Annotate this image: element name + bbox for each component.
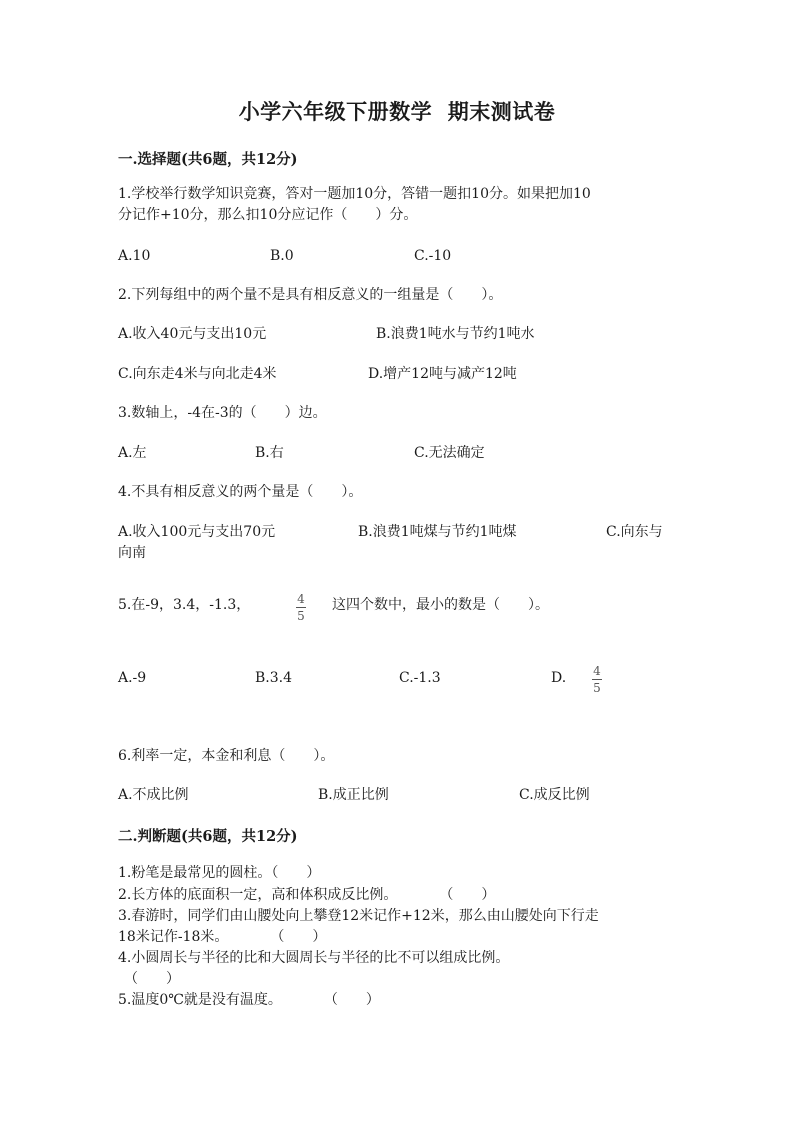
- question-5-text-after: 这四个数中，最小的数是（ ）。: [332, 597, 549, 613]
- question-3-option-a: A.左: [118, 445, 147, 461]
- judgement-item-4-line-1: 4.小圆周长与半径的比和大圆周长与半径的比不可以组成比例。: [118, 950, 510, 966]
- fraction-bar: [296, 607, 306, 608]
- section-heading-judgement: 二.判断题(共6题，共12分): [118, 828, 298, 845]
- question-2-option-c: C.向东走4米与向北走4米: [118, 366, 277, 382]
- page-title: 小学六年级下册数学 期末测试卷: [238, 99, 556, 124]
- question-2-text: 2.下列每组中的两个量不是具有相反意义的一组量是（ ）。: [118, 287, 503, 303]
- question-4-option-a: A.收入100元与支出70元: [118, 524, 276, 540]
- judgement-item-3-line-1: 3.春游时，同学们由山腰处向上攀登12米记作+12米，那么由山腰处向下行走: [118, 908, 599, 924]
- judgement-item-5: 5.温度0℃就是没有温度。 （ ）: [118, 992, 380, 1008]
- question-4-option-c-continued: 向南: [118, 545, 146, 561]
- question-6-option-a: A.不成比例: [118, 787, 189, 803]
- question-5-fraction: [296, 592, 306, 623]
- fraction-denominator: 5: [593, 681, 601, 695]
- question-3-option-c: C.无法确定: [414, 445, 485, 461]
- judgement-item-1: 1.粉笔是最常见的圆柱。（ ）: [118, 865, 321, 881]
- question-2-option-b: B.浪费1吨水与节约1吨水: [376, 326, 535, 342]
- question-6-option-c: C.成反比例: [519, 787, 590, 803]
- question-5-text-before: 5.在-9，3.4，-1.3，: [118, 597, 251, 613]
- question-4-text: 4.不具有相反意义的两个量是（ ）。: [118, 484, 363, 500]
- question-4-option-b: B.浪费1吨煤与节约1吨煤: [358, 524, 517, 540]
- question-6-option-b: B.成正比例: [318, 787, 389, 803]
- question-3-text: 3.数轴上，-4在-3的（ ）边。: [118, 405, 327, 421]
- question-1-line-2: 分记作+10分，那么扣10分应记作（ ）分。: [118, 207, 418, 223]
- question-1-option-b: B.0: [270, 248, 294, 264]
- question-1-line-1: 1.学校举行数学知识竞赛，答对一题加10分，答错一题扣10分。如果把加10: [118, 186, 591, 202]
- fraction-numerator: 4: [297, 592, 305, 606]
- question-5-option-b: B.3.4: [255, 670, 293, 686]
- question-5-option-a: A.-9: [118, 670, 147, 686]
- fraction-denominator: 5: [297, 609, 305, 623]
- question-2-option-a: A.收入40元与支出10元: [118, 326, 267, 342]
- judgement-item-4-line-2: （ ）: [124, 971, 180, 987]
- question-5-option-d: D.: [551, 670, 567, 686]
- fraction-numerator: 4: [593, 664, 601, 678]
- question-1-option-c: C.-10: [414, 248, 452, 264]
- fraction-bar: [592, 679, 602, 680]
- question-6-text: 6.利率一定，本金和利息（ ）。: [118, 748, 335, 764]
- question-4-option-c: C.向东与: [606, 524, 663, 540]
- section-heading-choice: 一.选择题(共6题，共12分): [118, 151, 298, 168]
- question-5-option-c: C.-1.3: [399, 670, 441, 686]
- judgement-item-2: 2.长方体的底面积一定，高和体积成反比例。 （ ）: [118, 887, 496, 903]
- question-3-option-b: B.右: [255, 445, 284, 461]
- question-5-option-d-fraction: [592, 664, 602, 695]
- question-1-option-a: A.10: [118, 248, 151, 264]
- question-2-option-d: D.增产12吨与减产12吨: [368, 366, 517, 382]
- judgement-item-3-line-2: 18米记作-18米。 （ ）: [118, 929, 327, 945]
